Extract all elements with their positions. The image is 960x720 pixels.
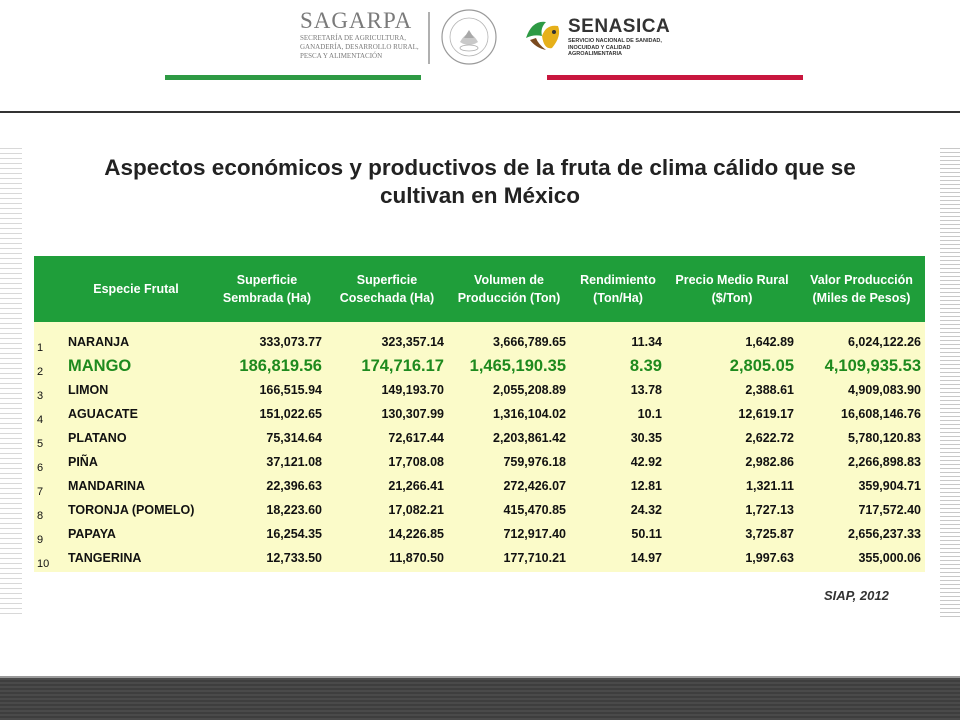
yield-cell: 24.32 [570, 498, 666, 522]
production-volume-cell: 415,470.85 [448, 498, 570, 522]
yield-cell: 10.1 [570, 402, 666, 426]
production-volume-cell: 759,976.18 [448, 450, 570, 474]
col-header-line2: ($/Ton) [711, 291, 753, 305]
surface-sown-cell: 186,819.56 [208, 354, 326, 378]
surface-harvested-cell: 149,193.70 [326, 378, 448, 402]
yield-cell: 12.81 [570, 474, 666, 498]
sagarpa-logo [300, 8, 430, 61]
senasica-subtitle-1: SERVICIO NACIONAL DE SANIDAD, [568, 38, 662, 44]
left-stripe-decoration [0, 148, 22, 618]
table-row [34, 546, 925, 572]
logo-divider [428, 12, 430, 64]
production-value-cell: 355,000.06 [798, 546, 925, 572]
table-row [34, 522, 925, 546]
species-name-cell: MANDARINA [64, 474, 208, 498]
production-value-cell: 16,608,146.76 [798, 402, 925, 426]
sagarpa-subtitle-3: PESCA Y ALIMENTACIÓN [300, 52, 383, 60]
species-name-cell: PLATANO [64, 426, 208, 450]
green-accent-bar [165, 75, 421, 80]
col-header-line2: (Ton/Ha) [593, 291, 643, 305]
senasica-subtitle-2: INOCUIDAD Y CALIDAD [568, 44, 631, 51]
col-header-rendimiento [570, 256, 666, 322]
species-name-cell: PIÑA [64, 450, 208, 474]
yield-cell: 14.97 [570, 546, 666, 572]
col-header-line1: Especie Frutal [93, 282, 179, 296]
slide-title-line-2: cultivan en México [379, 183, 581, 208]
surface-sown-cell: 22,396.63 [208, 474, 326, 498]
production-volume-cell: 177,710.21 [448, 546, 570, 572]
surface-harvested-cell: 17,708.08 [326, 450, 448, 474]
col-header-line1: Precio Medio Rural [675, 273, 789, 287]
surface-harvested-cell: 21,266.41 [326, 474, 448, 498]
production-volume-cell: 1,465,190.35 [448, 354, 570, 378]
senasica-name: SENASICA [568, 16, 671, 37]
table-row [34, 450, 925, 474]
row-number-cell: 4 [34, 402, 64, 426]
col-header-line2: Sembrada (Ha) [222, 291, 312, 305]
surface-sown-cell: 12,733.50 [208, 546, 326, 572]
col-header-cosechada [326, 256, 448, 322]
row-number-cell: 9 [34, 522, 64, 546]
yield-cell: 42.92 [570, 450, 666, 474]
surface-harvested-cell: 17,082.21 [326, 498, 448, 522]
rural-price-cell: 1,997.63 [666, 546, 798, 572]
yield-cell: 8.39 [570, 354, 666, 378]
col-header-line2: Cosechada (Ha) [339, 291, 435, 305]
row-number-cell: 6 [34, 450, 64, 474]
rural-price-cell: 2,388.61 [666, 378, 798, 402]
species-name-cell: LIMON [64, 378, 208, 402]
table-row [34, 354, 925, 378]
col-header-valor [798, 256, 925, 322]
table-row [34, 474, 925, 498]
row-number-cell: 5 [34, 426, 64, 450]
senasica-logo [568, 16, 678, 58]
header [0, 0, 960, 110]
surface-sown-cell: 166,515.94 [208, 378, 326, 402]
sagarpa-subtitle-1: SECRETARÍA DE AGRICULTURA, [300, 34, 406, 42]
surface-harvested-cell: 11,870.50 [326, 546, 448, 572]
senasica-emblem-icon [522, 14, 566, 54]
row-number-cell: 1 [34, 322, 64, 354]
surface-sown-cell: 75,314.64 [208, 426, 326, 450]
table-row [34, 498, 925, 522]
surface-sown-cell: 333,073.77 [208, 322, 326, 354]
source-citation: SIAP, 2012 [824, 588, 889, 603]
surface-harvested-cell: 130,307.99 [326, 402, 448, 426]
production-value-cell: 6,024,122.26 [798, 322, 925, 354]
table-row [34, 322, 925, 354]
row-number-cell: 3 [34, 378, 64, 402]
rural-price-cell: 1,727.13 [666, 498, 798, 522]
table-header-row [34, 256, 925, 322]
production-value-cell: 4,109,935.53 [798, 354, 925, 378]
production-value-cell: 359,904.71 [798, 474, 925, 498]
production-volume-cell: 1,316,104.02 [448, 402, 570, 426]
header-rule [0, 111, 960, 113]
yield-cell: 50.11 [570, 522, 666, 546]
slide-title [60, 154, 900, 210]
production-volume-cell: 2,055,208.89 [448, 378, 570, 402]
table-row [34, 402, 925, 426]
species-name-cell: NARANJA [64, 322, 208, 354]
sagarpa-name: SAGARPA [300, 8, 413, 33]
surface-harvested-cell: 323,357.14 [326, 322, 448, 354]
yield-cell: 13.78 [570, 378, 666, 402]
production-value-cell: 2,266,898.83 [798, 450, 925, 474]
footer-bar [0, 678, 960, 720]
fruit-production-table [34, 256, 925, 572]
production-value-cell: 4,909,083.90 [798, 378, 925, 402]
yield-cell: 30.35 [570, 426, 666, 450]
col-header-volumen [448, 256, 570, 322]
senasica-subtitle-3: AGROALIMENTARIA [568, 51, 622, 57]
surface-harvested-cell: 72,617.44 [326, 426, 448, 450]
rural-price-cell: 1,642.89 [666, 322, 798, 354]
slide-title-line-1: Aspectos económicos y productivos de la fruta de clima cálido que se [104, 155, 856, 180]
production-volume-cell: 3,666,789.65 [448, 322, 570, 354]
rural-price-cell: 2,622.72 [666, 426, 798, 450]
species-name-cell: MANGO [64, 354, 208, 378]
col-header-number [34, 256, 64, 322]
rural-price-cell: 1,321.11 [666, 474, 798, 498]
col-header-line1: Superficie [356, 273, 418, 287]
species-name-cell: AGUACATE [64, 402, 208, 426]
coat-of-arms-seal-icon [440, 8, 498, 66]
production-volume-cell: 272,426.07 [448, 474, 570, 498]
surface-sown-cell: 18,223.60 [208, 498, 326, 522]
production-value-cell: 2,656,237.33 [798, 522, 925, 546]
col-header-line2: Producción (Ton) [457, 291, 561, 305]
production-value-cell: 5,780,120.83 [798, 426, 925, 450]
col-header-line1: Superficie [236, 273, 298, 287]
production-volume-cell: 712,917.40 [448, 522, 570, 546]
sagarpa-subtitle-2: GANADERÍA, DESARROLLO RURAL, [300, 43, 419, 51]
rural-price-cell: 2,982.86 [666, 450, 798, 474]
row-number-cell: 10 [34, 546, 64, 572]
table-row [34, 426, 925, 450]
production-volume-cell: 2,203,861.42 [448, 426, 570, 450]
col-header-sembrada [208, 256, 326, 322]
surface-sown-cell: 151,022.65 [208, 402, 326, 426]
col-header-precio [666, 256, 798, 322]
red-accent-bar [547, 75, 803, 80]
col-header-line1: Valor Producción [810, 273, 913, 287]
right-stripe-decoration [940, 148, 960, 618]
table-row [34, 378, 925, 402]
species-name-cell: TANGERINA [64, 546, 208, 572]
surface-harvested-cell: 174,716.17 [326, 354, 448, 378]
col-header-species [64, 256, 208, 322]
rural-price-cell: 3,725.87 [666, 522, 798, 546]
row-number-cell: 8 [34, 498, 64, 522]
col-header-line1: Volumen de [474, 273, 544, 287]
rural-price-cell: 12,619.17 [666, 402, 798, 426]
surface-sown-cell: 16,254.35 [208, 522, 326, 546]
production-value-cell: 717,572.40 [798, 498, 925, 522]
species-name-cell: TORONJA (POMELO) [64, 498, 208, 522]
col-header-line1: Rendimiento [580, 273, 656, 287]
col-header-line2: (Miles de Pesos) [812, 291, 911, 305]
row-number-cell: 7 [34, 474, 64, 498]
row-number-cell: 2 [34, 354, 64, 378]
surface-sown-cell: 37,121.08 [208, 450, 326, 474]
surface-harvested-cell: 14,226.85 [326, 522, 448, 546]
rural-price-cell: 2,805.05 [666, 354, 798, 378]
species-name-cell: PAPAYA [64, 522, 208, 546]
yield-cell: 11.34 [570, 322, 666, 354]
